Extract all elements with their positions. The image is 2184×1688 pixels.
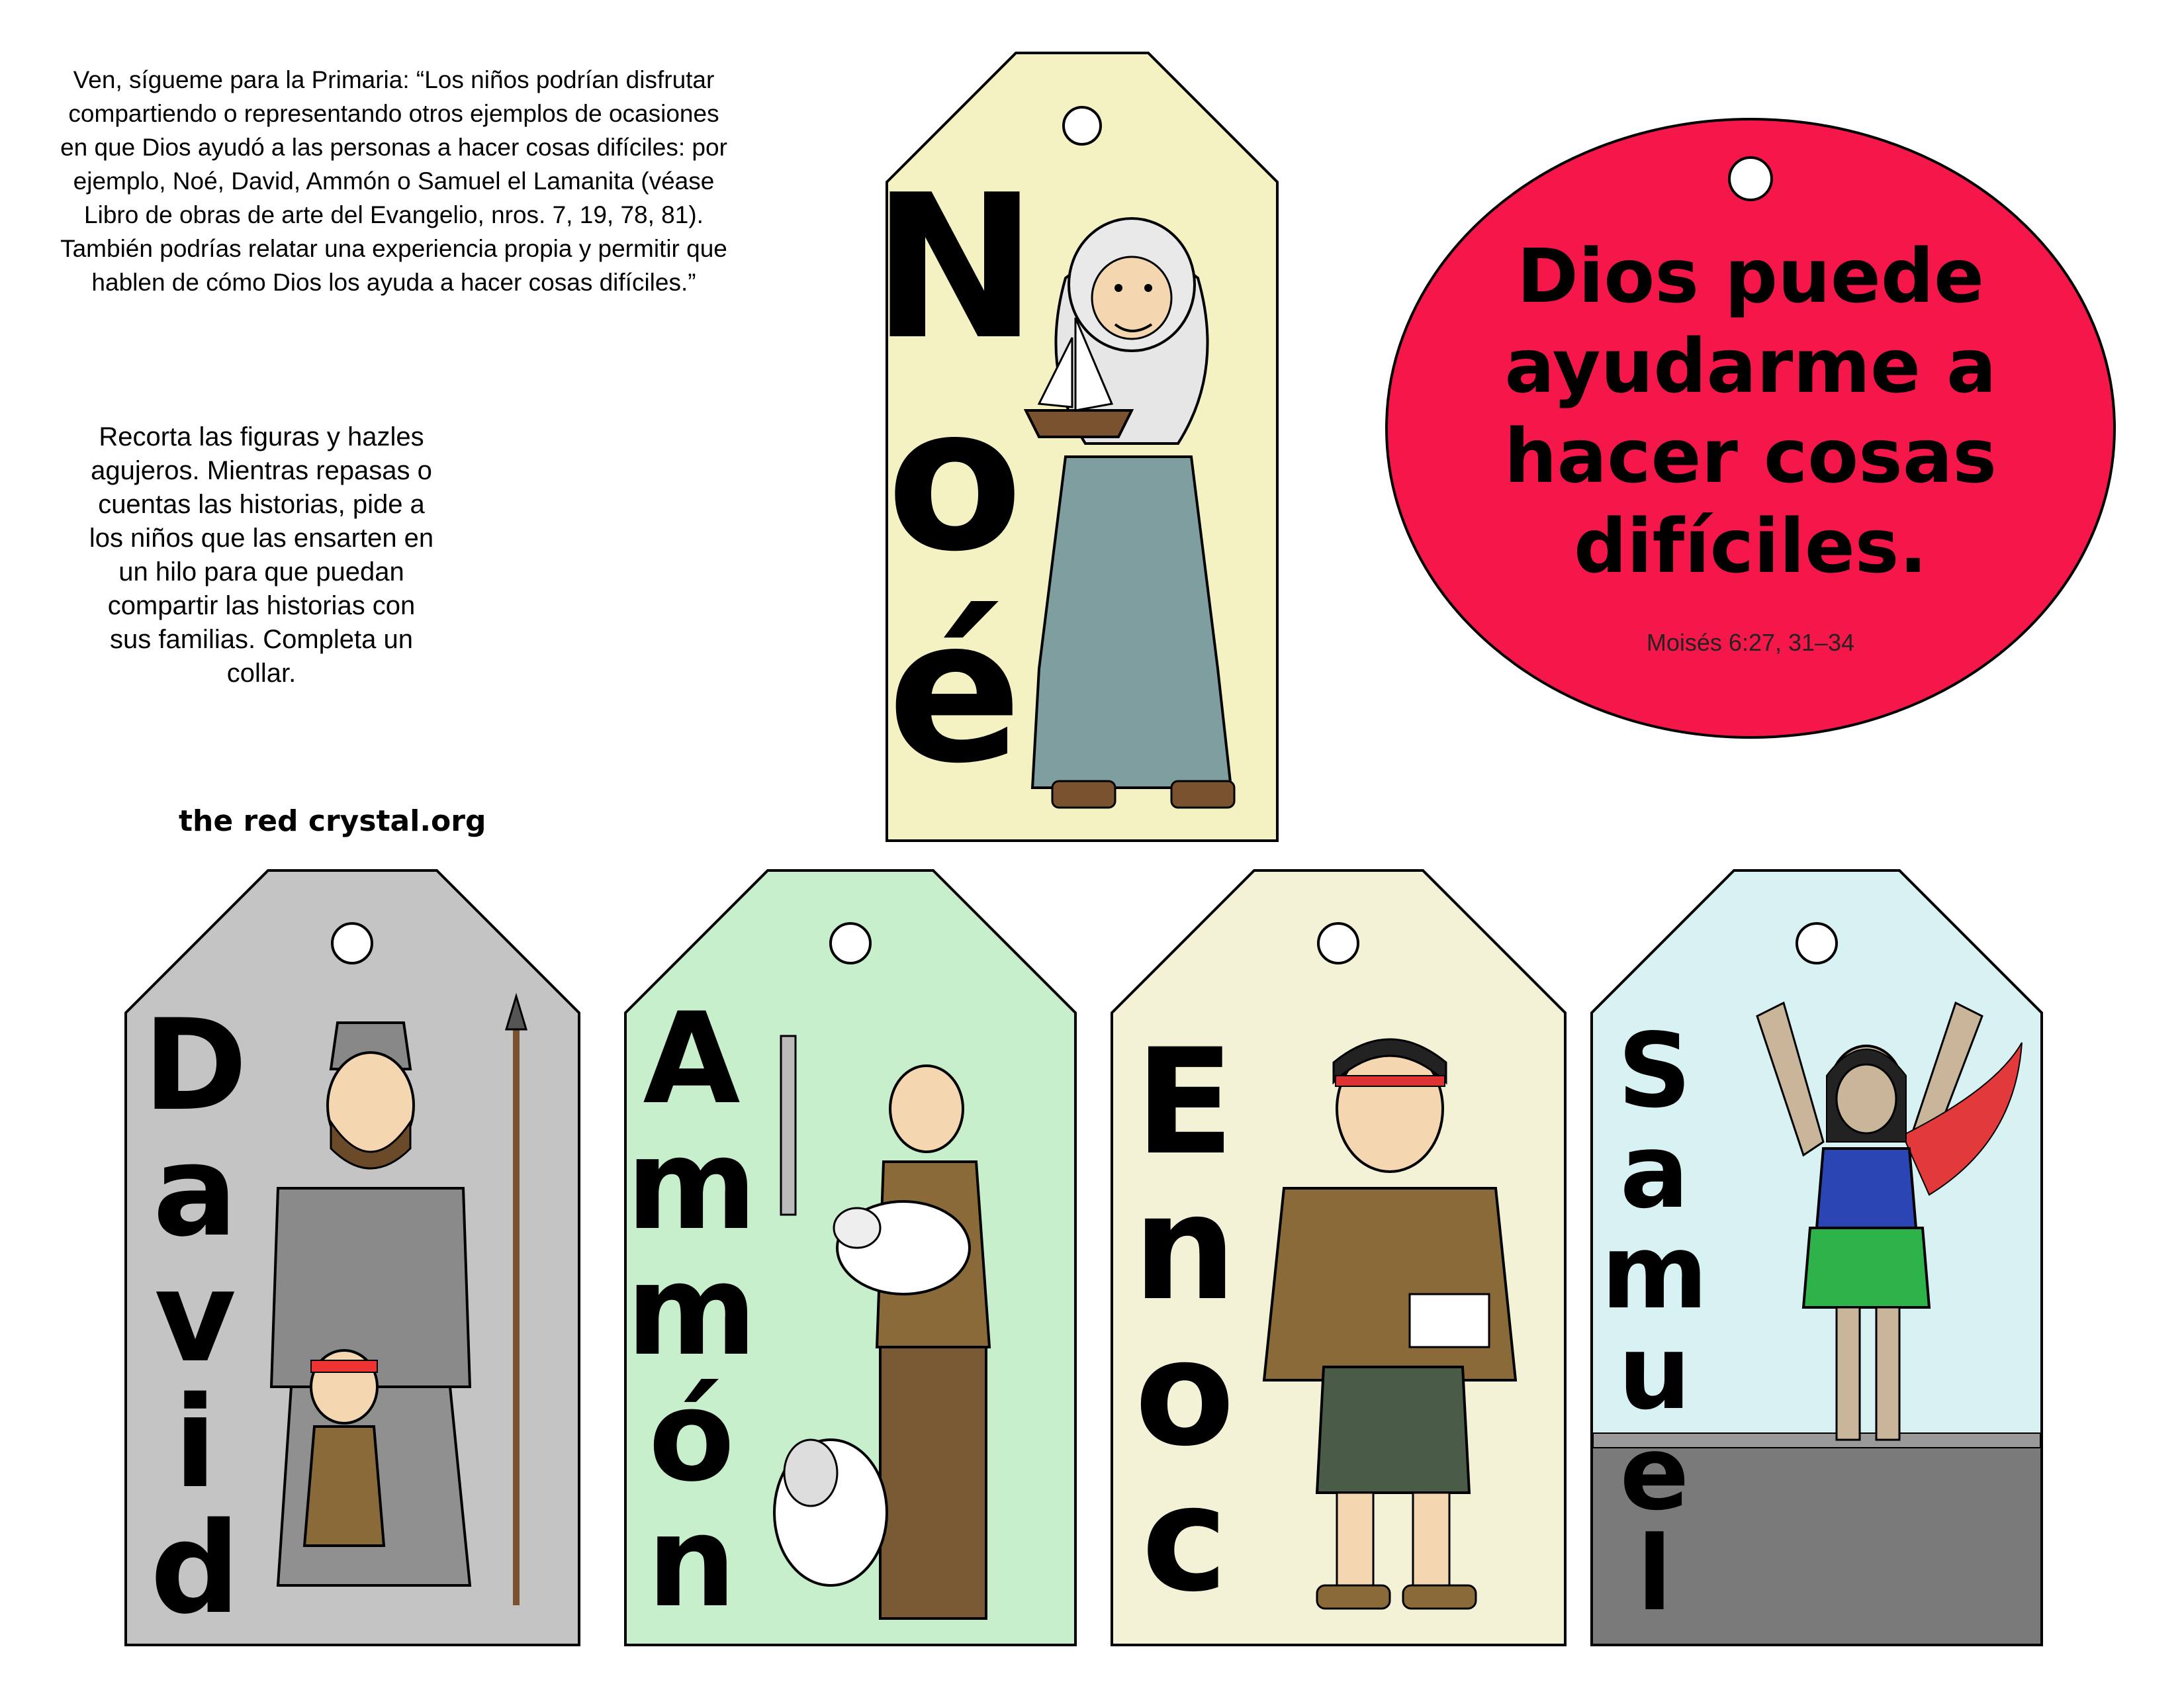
intro-text: Ven, sígueme para la Primaria: “Los niños podrían disfrutar compartiendo o representando otros ejemplos de ocasiones en que Dios ayudó a las personas a hacer cosas difíciles: por ejemplo, Noé, David, Ammón o Samuel el Lamanita (véase Libro de obras de arte del Evangelio, nros. 7, 19, 78, 81). También podrías relatar una experiencia propia y permitir que hablen de cómo Dios los ayuda a hacer cosas difíciles.” xyxy=(60,66,727,296)
tag-noe-name xyxy=(871,152,1038,807)
ammon-figure-icon xyxy=(758,1036,1062,1632)
tag-letter: o xyxy=(886,364,1023,595)
site-name: the red crystal.org xyxy=(179,804,486,838)
tag-letter: v xyxy=(154,1244,236,1390)
tag-hole xyxy=(1064,107,1101,144)
tag-enoc xyxy=(1112,870,1565,1645)
enoch-figure-icon xyxy=(1224,1036,1549,1618)
tag-letter: n xyxy=(1132,1163,1237,1333)
tag-letter: a xyxy=(1619,1111,1690,1231)
tag-letter: a xyxy=(152,1118,238,1264)
noah-figure-icon xyxy=(1013,205,1264,834)
oval-hole xyxy=(1729,158,1772,200)
tag-ammon xyxy=(625,870,1075,1645)
tag-letter: m xyxy=(626,1111,757,1258)
david-goliath-figure-icon xyxy=(251,990,563,1625)
tag-hole xyxy=(1318,923,1358,963)
tag-letter: é xyxy=(887,576,1023,807)
tag-letter: D xyxy=(143,992,248,1139)
main-message-title: Dios puede ayudarme a hacer cosas difíciles. xyxy=(1504,234,1997,590)
tag-letter: A xyxy=(643,986,741,1132)
tag-letter: m xyxy=(1601,1212,1708,1332)
tag-letter: u xyxy=(1617,1313,1692,1432)
tag-hole xyxy=(831,923,870,963)
tag-letter: N xyxy=(871,152,1038,383)
tag-letter: n xyxy=(647,1489,737,1635)
tag-letter: m xyxy=(626,1237,757,1383)
tag-letter: S xyxy=(1617,1011,1692,1131)
tag-letter: d xyxy=(150,1495,240,1642)
tag-samuel xyxy=(1592,870,2042,1645)
tag-letter: e xyxy=(1619,1413,1690,1533)
scripture-reference: Moisés 6:27, 31–34 xyxy=(1646,629,1855,656)
tag-samuel-name xyxy=(1601,1011,1708,1634)
tag-letter: l xyxy=(1637,1514,1672,1634)
tag-david-name xyxy=(136,992,255,1642)
tag-hole xyxy=(1797,923,1837,963)
tag-letter: ó xyxy=(648,1363,735,1509)
tag-david xyxy=(126,870,579,1645)
tag-noe xyxy=(871,53,1277,841)
samuel-figure-icon xyxy=(1704,983,2035,1446)
instructions-text: Recorta las figuras y hazles agujeros. Mientras repasas o cuentas las historias, pide a los niños que las ensarten en un hilo para que puedan compartir las historias con sus familias. Completa un collar. xyxy=(89,422,434,688)
tag-letter: E xyxy=(1134,1017,1235,1187)
tag-ammon-name xyxy=(626,986,757,1635)
tag-letter: c xyxy=(1141,1454,1228,1624)
tag-letter: o xyxy=(1134,1309,1235,1478)
tag-hole xyxy=(332,923,372,963)
tag-letter: i xyxy=(173,1370,217,1516)
